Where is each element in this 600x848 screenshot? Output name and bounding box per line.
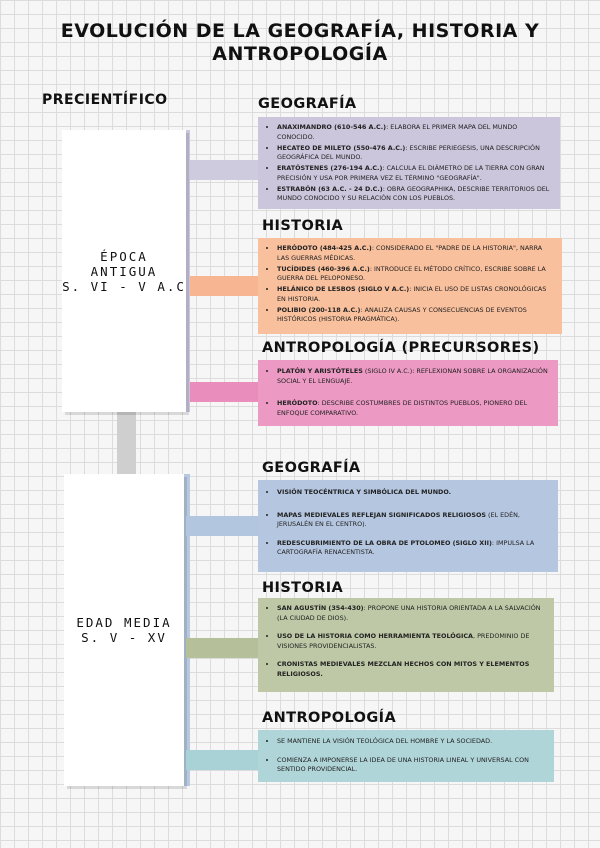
page-title: EVOLUCIÓN DE LA GEOGRAFÍA, HISTORIA Y ANTROPOLOGÍA <box>60 20 540 65</box>
list-item: • CRONISTAS MEDIEVALES MEZCLAN HECHOS CON MITOS Y ELEMENTOS RELIGIOSOS. <box>277 660 544 679</box>
connector-antropologia-antigua <box>190 382 258 402</box>
connector-geografia-media <box>186 516 258 536</box>
connector-historia-media <box>186 638 258 658</box>
heading-historia-media: HISTORIA <box>262 580 344 596</box>
list-item: • ESTRABÓN (63 A.C. - 24 D.C.): OBRA GEOGRAPHIKA, DESCRIBE TERRITORIOS DEL MUNDO CONOCIDO Y SU RELACIÓN CON LOS PUEBLOS. <box>277 185 550 204</box>
list-item: • HELÁNICO DE LESBOS (SIGLO V A.C.): INICIA EL USO DE LISTAS CRONOLÓGICAS EN HISTORIA. <box>277 285 552 304</box>
list-item: • COMIENZA A IMPONERSE LA IDEA DE UNA HISTORIA LINEAL Y UNIVERSAL CON SENTIDO PROVIDENCIAL. <box>277 756 544 775</box>
panel-geografia-antigua <box>258 117 560 209</box>
list-item: • MAPAS MEDIEVALES REFLEJAN SIGNIFICADOS RELIGIOSOS (EL EDÉN, JERUSALÉN EN EL CENTRO). <box>277 511 548 530</box>
connector-historia-antigua <box>190 276 258 296</box>
panel-geografia-media <box>258 480 558 572</box>
era-label-media: EDAD MEDIA S. V - XV <box>76 615 172 645</box>
connector-antropologia-media <box>186 750 258 770</box>
list-item: • POLIBIO (200-118 A.C.): ANALIZA CAUSAS Y CONSECUENCIAS DE EVENTOS HISTÓRICOS (HISTORIA PRAGMÁTICA). <box>277 306 552 325</box>
list-item: • ERATÓSTENES (276-194 A.C.): CALCULA EL DIÁMETRO DE LA TIERRA CON GRAN PRECISIÓN Y USA POR PRIMERA VEZ EL TÉRMINO "GEOGRAFÍA". <box>277 164 550 183</box>
list-item: • REDESCUBRIMIENTO DE LA OBRA DE PTOLOMEO (SIGLO XII): IMPULSA LA CARTOGRAFÍA RENACENTISTA. <box>277 539 548 558</box>
panel-historia-media <box>258 598 554 692</box>
list-item: • HERÓDOTO: DESCRIBE COSTUMBRES DE DISTINTOS PUEBLOS, PIONERO DEL ENFOQUE COMPARATIVO. <box>277 399 548 418</box>
era-label-antigua: ÉPOCA ANTIGUA S. VI - V A.C <box>62 248 186 294</box>
heading-geografia-media: GEOGRAFÍA <box>262 460 361 476</box>
heading-geografia-antigua: GEOGRAFÍA <box>258 96 357 112</box>
heading-antropologia-antigua: ANTROPOLOGÍA (PRECURSORES) <box>262 340 540 356</box>
heading-antropologia-media: ANTROPOLOGÍA <box>262 710 397 726</box>
era-box-antigua <box>62 130 186 412</box>
panel-antropologia-media <box>258 730 554 782</box>
heading-historia-antigua: HISTORIA <box>262 218 344 234</box>
period-label: PRECIENTÍFICO <box>42 92 168 108</box>
list-item: • HECATEO DE MILETO (550-476 A.C.): ESCRIBE PERIEGESIS, UNA DESCRIPCIÓN GEOGRÁFICA DEL MUNDO. <box>277 144 550 163</box>
panel-historia-antigua <box>258 238 562 334</box>
list-item: • HERÓDOTO (484-425 A.C.): CONSIDERADO EL "PADRE DE LA HISTORIA", NARRA LAS GUERRAS MÉDICAS. <box>277 244 552 263</box>
list-item: • SAN AGUSTÍN (354-430): PROPONE UNA HISTORIA ORIENTADA A LA SALVACIÓN (LA CIUDAD DE DIOS). <box>277 604 544 623</box>
list-item: • PLATÓN Y ARISTÓTELES (SIGLO IV A.C.): REFLEXIONAN SOBRE LA ORGANIZACIÓN SOCIAL Y EL LENGUAJE. <box>277 367 548 386</box>
panel-antropologia-antigua <box>258 360 558 426</box>
list-item: • VISIÓN TEOCÉNTRICA Y SIMBÓLICA DEL MUNDO. <box>277 488 548 498</box>
connector-geografia-antigua <box>190 160 258 180</box>
list-item: • SE MANTIENE LA VISIÓN TEOLÓGICA DEL HOMBRE Y LA SOCIEDAD. <box>277 737 544 747</box>
list-item: • ANAXIMANDRO (610-546 A.C.): ELABORA EL PRIMER MAPA DEL MUNDO CONOCIDO. <box>277 123 550 142</box>
era-link <box>117 412 136 474</box>
list-item: • USO DE LA HISTORIA COMO HERRAMIENTA TEOLÓGICA, PREDOMINIO DE VISIONES PROVIDENCIALISTAS. <box>277 632 544 651</box>
era-box-media <box>64 474 184 786</box>
list-item: • TUCÍDIDES (460-396 A.C.): INTRODUCE EL MÉTODO CRÍTICO, ESCRIBE SOBRE LA GUERRA DEL PELOPONESO. <box>277 265 552 284</box>
